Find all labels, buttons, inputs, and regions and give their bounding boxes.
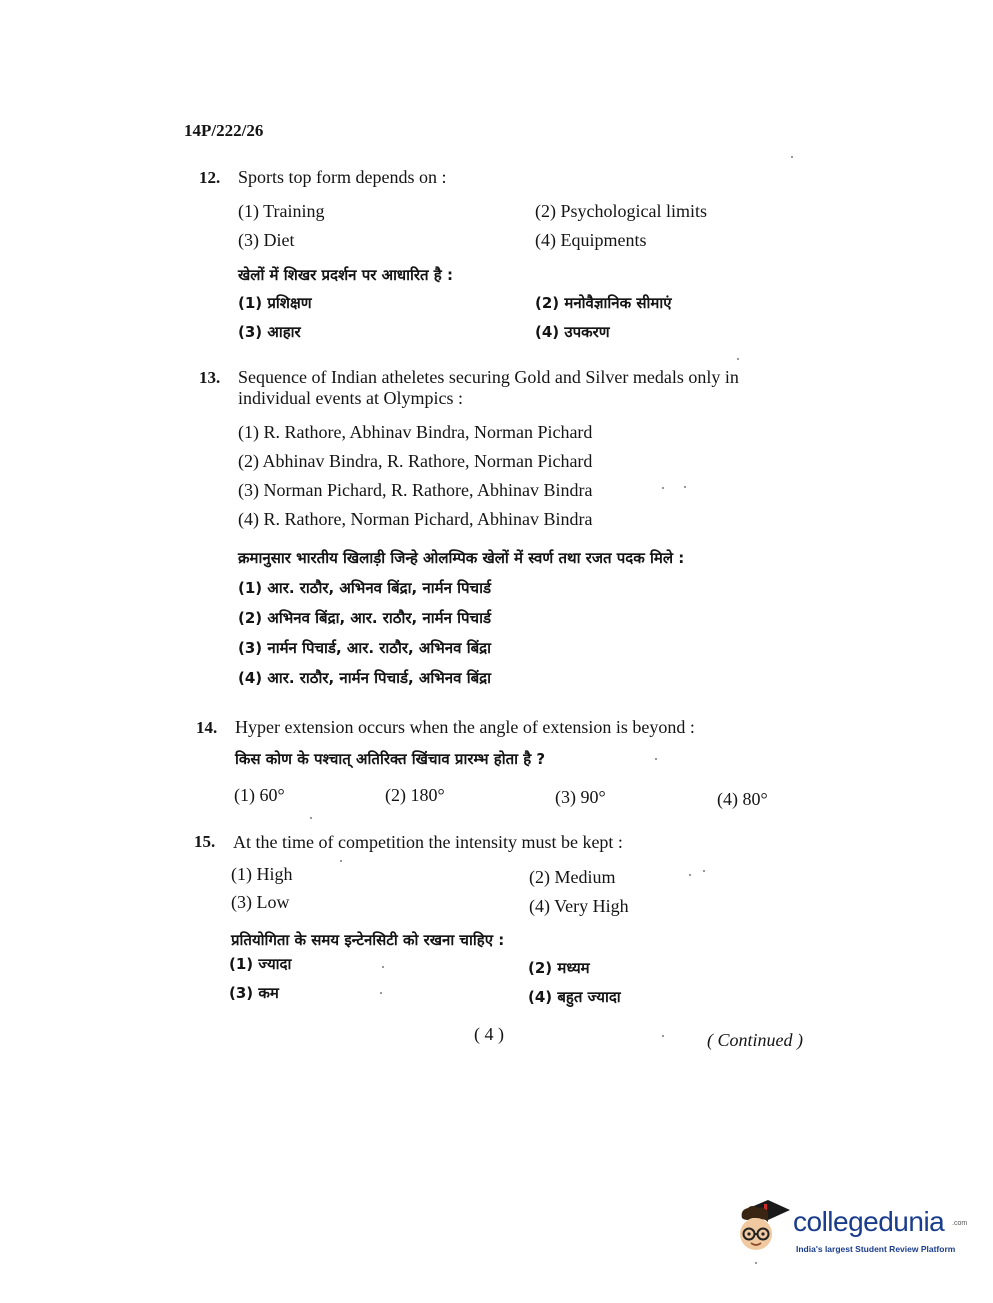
- question-number: 14.: [196, 718, 218, 737]
- option-4: (4) Very High: [529, 896, 629, 916]
- scan-speck: [791, 156, 793, 158]
- scan-speck: [340, 860, 342, 862]
- scan-speck: [662, 1035, 664, 1037]
- scan-speck: [655, 758, 657, 760]
- scan-speck: [755, 1262, 757, 1264]
- option-1: (1) 60°: [234, 785, 285, 805]
- scan-speck: [380, 992, 382, 994]
- hindi-option-2: (2) अभिनव बिंद्रा, आर. राठौर, नार्मन पिचार्ड: [238, 609, 491, 627]
- scan-speck: [737, 358, 739, 360]
- option-2: (2) Psychological limits: [535, 201, 707, 221]
- question-text-line-2: individual events at Olympics :: [238, 388, 463, 408]
- option-1: (1) High: [231, 864, 293, 884]
- option-4: (4) 80°: [717, 789, 768, 809]
- brand-suffix: .com: [952, 1220, 968, 1227]
- scan-speck: [662, 487, 664, 489]
- hindi-question-text: किस कोण के पश्चात् अतिरिक्त खिंचाव प्रारम्भ होता है ?: [235, 750, 546, 768]
- scan-speck: [684, 486, 686, 488]
- option-4: (4) Equipments: [535, 230, 647, 250]
- option-3: (3) Diet: [238, 230, 295, 250]
- hindi-option-1: (1) आर. राठौर, अभिनव बिंद्रा, नार्मन पिचार्ड: [238, 579, 491, 597]
- option-4: (4) R. Rathore, Norman Pichard, Abhinav Bindra: [238, 509, 593, 529]
- scan-speck: [703, 870, 705, 872]
- question-number: 12.: [199, 168, 221, 187]
- question-text-line-1: Sequence of Indian atheletes securing Gold and Silver medals only in: [238, 367, 739, 387]
- hindi-option-2: (2) मनोवैज्ञानिक सीमाएं: [535, 294, 672, 312]
- scan-speck: [382, 966, 384, 968]
- question-text: Hyper extension occurs when the angle of extension is beyond :: [235, 717, 695, 737]
- question-number: 15.: [194, 832, 216, 851]
- option-3: (3) Low: [231, 892, 290, 912]
- hindi-option-1: (1) प्रशिक्षण: [238, 294, 312, 312]
- hindi-question-text: प्रतियोगिता के समय इन्टेनसिटी को रखना चाहिए :: [231, 931, 505, 949]
- page-number: ( 4 ): [474, 1024, 504, 1044]
- question-text: Sports top form depends on :: [238, 167, 447, 187]
- hindi-option-2: (2) मध्यम: [528, 959, 590, 977]
- hindi-option-3: (3) कम: [229, 984, 279, 1002]
- option-1: (1) R. Rathore, Abhinav Bindra, Norman Pichard: [238, 422, 593, 442]
- option-2: (2) Abhinav Bindra, R. Rathore, Norman Pichard: [238, 451, 593, 471]
- hindi-option-4: (4) आर. राठौर, नार्मन पिचार्ड, अभिनव बिंद्रा: [238, 669, 491, 687]
- hindi-option-4: (4) बहुत ज्यादा: [528, 988, 621, 1006]
- option-3: (3) Norman Pichard, R. Rathore, Abhinav Bindra: [238, 480, 593, 500]
- question-number: 13.: [199, 368, 221, 387]
- option-3: (3) 90°: [555, 787, 606, 807]
- hindi-option-3: (3) नार्मन पिचार्ड, आर. राठौर, अभिनव बिंद्रा: [238, 639, 491, 657]
- option-1: (1) Training: [238, 201, 325, 221]
- scan-speck: [689, 874, 691, 876]
- brand-name: collegedunia: [793, 1206, 945, 1237]
- hindi-question-text: क्रमानुसार भारतीय खिलाड़ी जिन्हे ओलम्पिक खेलों में स्वर्ण तथा रजत पदक मिले :: [238, 549, 685, 567]
- option-2: (2) 180°: [385, 785, 445, 805]
- option-2: (2) Medium: [529, 867, 616, 887]
- hindi-option-4: (4) उपकरण: [535, 323, 610, 341]
- hindi-option-1: (1) ज्यादा: [229, 955, 292, 973]
- scan-speck: [310, 817, 312, 819]
- mascot-logo-icon: [734, 1196, 792, 1256]
- brand-tagline: India's largest Student Review Platform: [796, 1244, 956, 1254]
- hindi-option-3: (3) आहार: [238, 323, 301, 341]
- paper-code: 14P/222/26: [184, 121, 264, 140]
- question-text: At the time of competition the intensity must be kept :: [233, 832, 623, 852]
- hindi-question-text: खेलों में शिखर प्रदर्शन पर आधारित है :: [238, 266, 453, 284]
- continued-label: ( Continued ): [707, 1030, 803, 1050]
